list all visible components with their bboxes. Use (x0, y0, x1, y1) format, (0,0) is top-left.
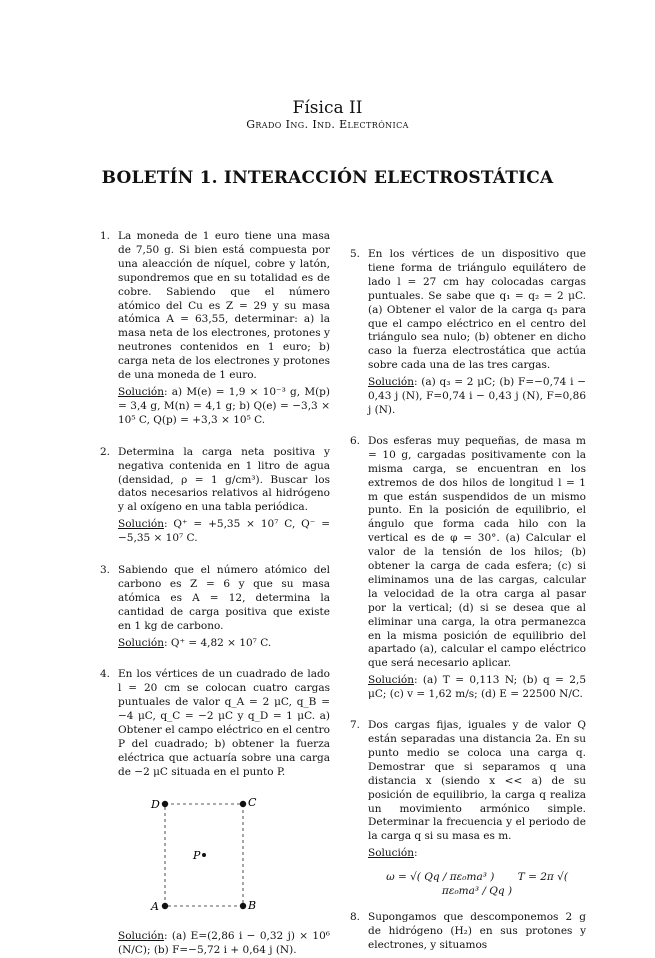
problem-text: Dos esferas muy pequeñas, de masa m = 10 g, cargadas positivamente con la misma carga, se encuentran en los extremos de dos hilos de longitud l = 1 m que están suspendidos de un mismo punto. En la posición de equilibrio, el ángulo que forma cada hilo con la vertical es de φ = 30°. (a) Calcular el valor de la tensión de los hilos; (b) obtener la carga de cada esfera; (c) si eliminamos una de las cargas, calcular la velocidad de la otra carga al pasar por la vertical; (d) si se desea que al eliminar una carga, la otra permanezca en la misma posición de equilibrio del apartado (a), calcular el campo eléctrico que será necesario aplicar. (368, 434, 586, 670)
center-point-dot (202, 853, 206, 857)
problem-8 (350, 911, 586, 953)
solution (368, 376, 586, 418)
solution (118, 637, 330, 651)
problem-text: La moneda de 1 euro tiene una masa de 7,50 g. Si bien está compuesta por una aleacción de níquel, cobre y latón, supondremos que en su totalidad es de cobre. Sabiendo que el número atómico del Cu es Z = 29 y su masa atómica A = 63,55, determinar: a) la masa neta de los electrones, protones y neutrones contenidos en 1 euro; b) carga neta de los electrones y protones de una moneda de 1 euro. (118, 230, 330, 382)
charge-a-dot (162, 903, 168, 909)
solution-text: : (a) E=(2,86 i − 0,32 j) × 10⁶ (N/C); (b) F=−5,72 i + 0,64 j (N). (118, 929, 330, 956)
problem-number: 3. (100, 564, 111, 577)
problem-text: En los vértices de un cuadrado de lado l = 20 cm se colocan cuatro cargas puntuales de valor q_A = 2 μC, q_B = −4 μC, q_C = −2 μC y q_D = 1 μC. a) Obtener el campo eléctrico en el centro P del cuadrado; b) obtener la fuerza eléctrica que actuaría sobre una carga de −2 μC situada en el punto P. (118, 668, 330, 778)
label-c: C (248, 795, 257, 809)
solution-label: Solución (368, 674, 414, 687)
solution (118, 518, 330, 546)
problem-6 (350, 435, 586, 702)
problem-7 (350, 719, 586, 899)
solution-label: Solución (368, 376, 414, 389)
problem-1 (100, 230, 330, 428)
problem-text: Supongamos que descomponemos 2 g de hidrógeno (H₂) en sus protones y electrones, y situamos (368, 910, 586, 951)
solution (368, 674, 586, 702)
problem-number: 5. (350, 248, 361, 260)
page-title: BOLETÍN 1. INTERACCIÓN ELECTROSTÁTICA (101, 168, 554, 188)
problem-number: 6. (350, 434, 361, 447)
solution (118, 386, 330, 428)
label-p: P (193, 848, 201, 862)
charge-c-dot (240, 801, 246, 807)
solution-label: Solución (118, 518, 164, 531)
solution-label: Solución (118, 385, 164, 398)
solution (368, 847, 586, 861)
solution-text: : (413, 847, 418, 860)
problem-text: Determina la carga neta positiva y negativa contenida en 1 litro de agua (densidad, ρ = 1 g/cm³). Buscar los datos necesarios relativos al hidrógeno y al oxígeno en una tabla periódica. (118, 445, 330, 514)
problem-text: Sabiendo que el número atómico del carbono es Z = 6 y que su masa atómica es A = 12, determina la cantidad de carga positiva que existe en 1 kg de carbono. (118, 564, 330, 632)
solution-label: Solución (118, 929, 164, 942)
solution-text: : a) M(e) = 1,9 × 10⁻³ g, M(p) = 3,4 g, M(n) = 4,1 g; b) Q(e) = −3,3 × 10⁵ C, Q(p) = +3,3 × 10⁵ C. (118, 385, 330, 426)
right-column (350, 248, 586, 953)
solution-text: : (a) q₃ = 2 μC; (b) F=−0,74 i − 0,43 j (N), F=0,74 i − 0,43 j (N), F=0,86 j (N). (368, 376, 586, 416)
solution-label: Solución (368, 847, 414, 860)
problem-number: 7. (350, 719, 361, 732)
formulas (368, 871, 586, 899)
label-a: A (151, 899, 159, 913)
problem-4 (100, 668, 330, 957)
degree-subtitle: Grado Ing. Ind. Electrónica (246, 118, 409, 131)
problem-3 (100, 564, 330, 650)
square-charges-diagram (118, 786, 328, 926)
label-d: D (151, 797, 160, 811)
course-title: Física II (292, 98, 363, 118)
solution-label: Solución (118, 636, 164, 649)
solution (118, 930, 330, 958)
charge-b-dot (240, 903, 246, 909)
formula-period: T = 2π √( πε₀ma³ / Qq ) (441, 871, 568, 898)
problem-text: En los vértices de un dispositivo que tiene forma de triángulo equilátero de lado l = 27 cm hay colocadas cargas puntuales. Se sabe que q₁ = q₂ = 2 μC. (a) Obtener el valor de la carga q₃ para que el campo eléctrico en el centro del triángulo sea nulo; (b) obtener en dicho caso la fuerza electrostática que actúa sobre cada una de las tres cargas. (368, 248, 586, 372)
problem-number: 4. (100, 668, 111, 681)
problem-2 (100, 446, 330, 546)
problem-text: Dos cargas fijas, iguales y de valor Q están separadas una distancia 2a. En su punto medio se coloca una carga q. Demostrar que si separamos q una distancia x (siendo x << a) de su posición de equilibrio, la carga q realiza un movimiento armónico simple. Determinar la frecuencia y el periodo de la carga q si su masa es m. (368, 719, 586, 843)
problem-number: 8. (350, 910, 361, 923)
left-column (100, 230, 330, 958)
formula-omega: ω = √( Qq / πε₀ma³ ) (386, 871, 495, 884)
solution-text: : Q⁺ = +5,35 × 10⁷ C, Q⁻ = −5,35 × 10⁷ C. (118, 518, 330, 545)
solution-text: : Q⁺ = 4,82 × 10⁷ C. (163, 636, 272, 649)
problem-5 (350, 248, 586, 418)
problem-number: 1. (100, 230, 111, 242)
label-b: B (248, 898, 257, 912)
solution-text: : (a) T = 0,113 N; (b) q = 2,5 μC; (c) v = 1,62 m/s; (d) E = 22500 N/C. (368, 674, 586, 701)
charge-d-dot (162, 801, 168, 807)
problem-number: 2. (100, 445, 111, 458)
